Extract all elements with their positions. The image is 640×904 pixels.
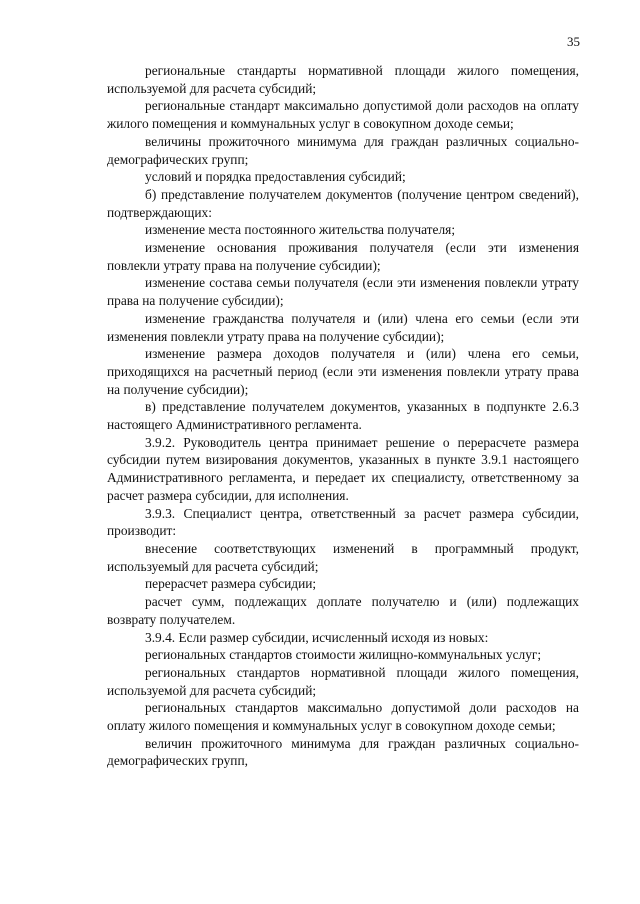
paragraph: 3.9.3. Специалист центра, ответственный за расчет размера субсидии, производит: — [107, 505, 579, 539]
paragraph: региональных стандартов стоимости жилищно-коммунальных услуг; — [145, 647, 542, 663]
paragraph: региональные стандарты нормативной площади жилого помещения, используемой для расчета субсидий; — [107, 63, 579, 96]
paragraph: региональных стандартов максимально допустимой доли расходов на оплату жилого помещения и коммунальных услуг в совокупном доходе семьи; — [107, 700, 579, 734]
page-number: 35 — [567, 34, 580, 49]
paragraph: величины прожиточного минимума для граждан различных социально-демографических групп; — [107, 133, 579, 167]
paragraph: изменение места постоянного жительства получателя; — [145, 222, 456, 238]
paragraph: условий и порядка предоставления субсидий; — [145, 169, 406, 185]
paragraph: перерасчет размера субсидии; — [145, 576, 317, 592]
paragraph: изменение размера доходов получателя и (или) члена его семьи, приходящихся на расчетный период (если эти изменения повлекли утрату права на получение субсидии); — [107, 346, 579, 397]
paragraph: региональные стандарт максимально допустимой доли расходов на оплату жилого помещения и коммунальных услуг в совокупном доходе семьи; — [107, 98, 579, 132]
paragraph: внесение соответствующих изменений в программный продукт, используемый для расчета субсидий; — [107, 540, 579, 574]
paragraph: 3.9.4. Если размер субсидии, исчисленный исходя из новых: — [145, 629, 489, 645]
paragraph: б) представление получателем документов (получение центром сведений), подтверждающих: — [107, 186, 579, 220]
paragraph: изменение гражданства получателя и (или) члена его семьи (если эти изменения повлекли утрату права на получение субсидии); — [107, 310, 579, 344]
paragraph: величин прожиточного минимума для граждан различных социально-демографических групп, — [107, 735, 579, 769]
paragraph: региональных стандартов нормативной площади жилого помещения, используемой для расчета субсидий; — [107, 664, 579, 698]
document-body — [107, 62, 579, 770]
paragraph: расчет сумм, подлежащих доплате получателю и (или) подлежащих возврату получателем. — [107, 594, 579, 627]
paragraph: изменение состава семьи получателя (если эти изменения повлекли утрату права на получение субсидии); — [107, 275, 579, 309]
paragraph: изменение основания проживания получателя (если эти изменения повлекли утрату права на получение субсидии); — [107, 240, 579, 273]
paragraph: в) представление получателем документов, указанных в подпункте 2.6.3 настоящего Административного регламента. — [107, 399, 579, 433]
paragraph: 3.9.2. Руководитель центра принимает решение о перерасчете размера субсидии путем визирования документов, указанных в пункте 3.9.1 настоящего Административного регламента, и передает их специалисту, ответственному за расчет размера субсидии, для исполнения. — [107, 434, 579, 503]
